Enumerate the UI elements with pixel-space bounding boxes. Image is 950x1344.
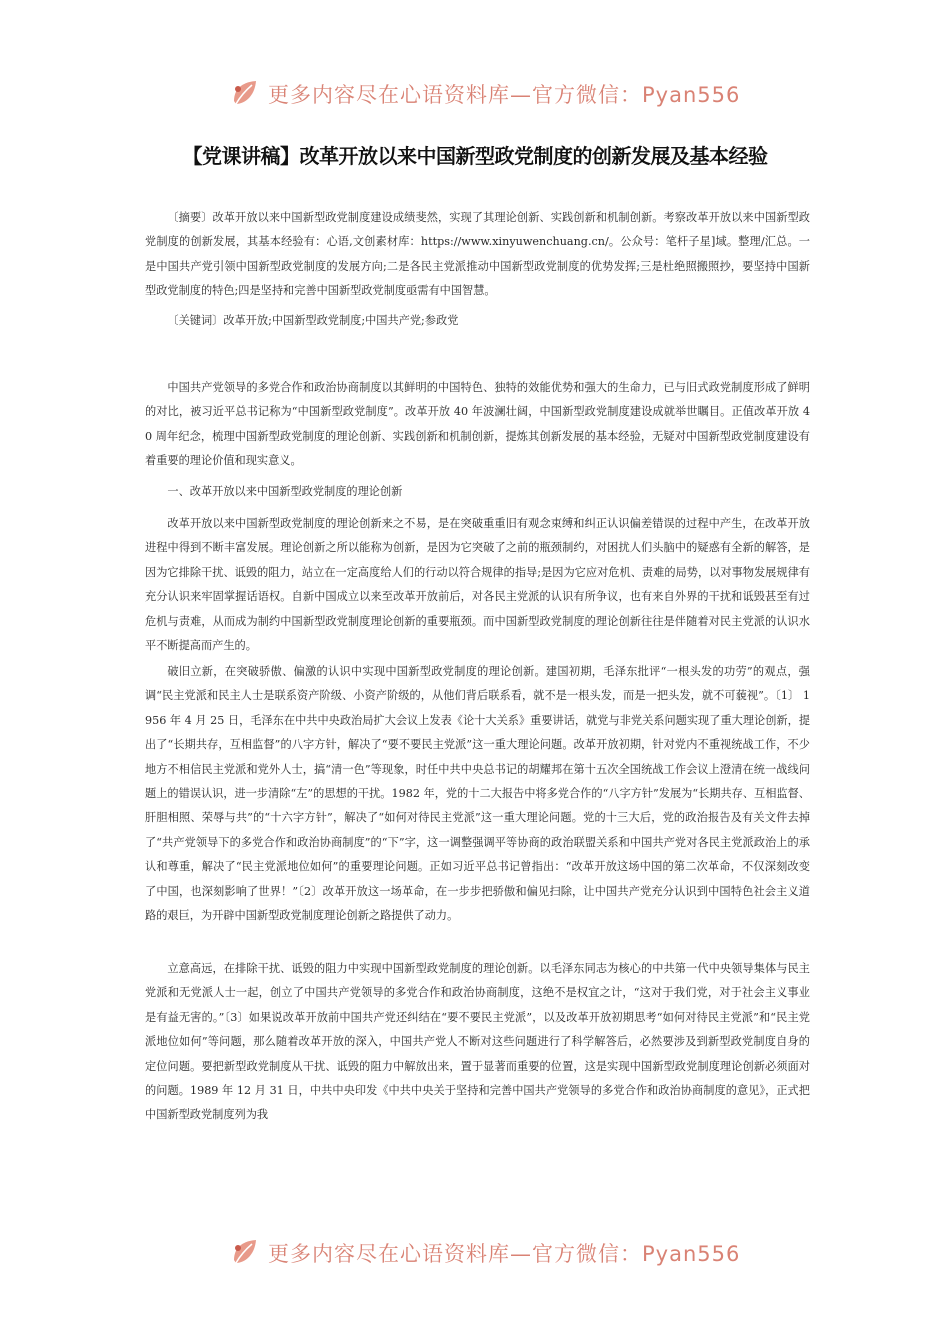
watermark-text: 更多内容尽在心语资料库—官方微信：Pyan556 xyxy=(268,1242,741,1266)
body-paragraph-3: 立意高远，在排除干扰、诋毁的阻力中实现中国新型政党制度的理论创新。以毛泽东同志为核心的中共第一代中央领导集体与民主党派和无党派人士一起，创立了中国共产党领导的多党合作和政治协商制度，这绝不是权宜之计，“这对于我们党，对于社会主义事业是有益无害的。”〔3〕如果说改革开放前中国共产党还纠结在“要不要民主党派”，以及改革开放初期思考“如何对待民主党派”和“民主党派地位如何”等问题，那么随着改革开放的深入，中国共产党人不断对这些问题进行了科学解答后，必然要涉及到新型政党制度自身的定位问题。要把新型政党制度从干扰、诋毁的阻力中解放出来，置于显著而重要的位置，这是实现中国新型政党制度理论创新必须面对的问题。1989 年 12 月 31 日，中共中央印发《中共中央关于坚持和完善中国共产党领导的多党合作和政治协商制度的意见》，正式把中国新型政党制度列为我 xyxy=(145,962,810,1122)
section-heading: 一、改革开放以来中国新型政党制度的理论创新 xyxy=(167,485,403,498)
leaf-logo-icon xyxy=(228,77,262,111)
watermark-banner-bottom xyxy=(228,1236,740,1270)
body-paragraph-1: 改革开放以来中国新型政党制度的理论创新来之不易，是在突破重重旧有观念束缚和纠正认识偏差错误的过程中产生，在改革开放进程中得到不断丰富发展。理论创新之所以能称为创新，是因为它突破了之前的瓶颈制约，对困扰人们头脑中的疑惑有全新的解答，是因为它排除干扰、诋毁的阻力，站立在一定高度给人们的行动以符合规律的指导;是因为它应对危机、责难的局势，以对事物发展规律有充分认识来牢固掌握话语权。自新中国成立以来至改革开放前后，对各民主党派的认识有所争议，也有来自外界的干扰和诋毁甚至有过危机与责难，从而成为制约中国新型政党制度理论创新的重要瓶颈。而中国新型政党制度的理论创新往往是伴随着对民主党派的认识水平不断提高而产生的。 xyxy=(145,517,810,653)
intro-paragraph: 中国共产党领导的多党合作和政治协商制度以其鲜明的中国特色、独特的效能优势和强大的生命力，已与旧式政党制度形成了鲜明的对比，被习近平总书记称为“中国新型政党制度”。改革开放 40 年波澜壮阔，中国新型政党制度建设成就举世瞩目。正值改革开放 40 周年纪念，梳理中国新型政党制度的理论创新、实践创新和机制创新，提炼其创新发展的基本经验，无疑对中国新型政党制度建设有着重要的理论价值和现实意义。 xyxy=(145,381,810,468)
keywords-paragraph: 〔关键词〕改革开放;中国新型政党制度;中国共产党;参政党 xyxy=(167,314,459,327)
watermark-banner-top xyxy=(228,77,740,111)
body-paragraph-2: 破旧立新，在突破骄傲、偏激的认识中实现中国新型政党制度的理论创新。建国初期，毛泽东批评“一根头发的功劳”的观点，强调“民主党派和民主人士是联系资产阶级、小资产阶级的，从他们背后联系看，就不是一根头发，而是一把头发，就不可藐视”。〔1〕 1956 年 4 月 25 日，毛泽东在中共中央政治局扩大会议上发表《论十大关系》重要讲话，就党与非党关系问题实现了重大理论创新，提出了“长期共存，互相监督”的八字方针，解决了“要不要民主党派”这一重大理论问题。改革开放初期，针对党内不重视统战工作，不少地方不相信民主党派和党外人士，搞“清一色”等现象，时任中共中央总书记的胡耀邦在第十五次全国统战工作会议上澄清在统一战线问题上的错误认识，进一步清除“左”的思想的干扰。1982 年，党的十二大报告中将多党合作的“八字方针”发展为“长期共存、互相监督、肝胆相照、荣辱与共”的“十六字方针”，解决了“如何对待民主党派”这一重大理论问题。党的十三大后，党的政治报告及有关文件去掉了“共产党领导下的多党合作和政治协商制度”的“下”字，这一调整强调平等协商的政治联盟关系和中国共产党对各民主党派政治上的承认和尊重，解决了“民主党派地位如何”的重要理论问题。正如习近平总书记曾指出：“改革开放这场中国的第二次革命，不仅深刻改变了中国，也深刻影响了世界！”〔2〕改革开放这一场革命，在一步步把骄傲和偏见扫除，让中国共产党充分认识到中国特色社会主义道路的艰巨，为开辟中国新型政党制度理论创新之路提供了动力。 xyxy=(145,665,810,923)
watermark-text: 更多内容尽在心语资料库—官方微信：Pyan556 xyxy=(268,83,741,107)
abstract-paragraph: 〔摘要〕改革开放以来中国新型政党制度建设成绩斐然，实现了其理论创新、实践创新和机制创新。考察改革开放以来中国新型政党制度的创新发展，其基本经验有：心语,文创素材库：https://www.xinyuwenchuang.cn/。公众号：笔杆子星]域。整理/汇总。一是中国共产党引领中国新型政党制度的发展方向;二是各民主党派推动中国新型政党制度的优势发挥;三是杜绝照搬照抄，要坚持中国新型政党制度的特色;四是坚持和完善中国新型政党制度亟需有中国智慧。 xyxy=(145,211,810,298)
leaf-logo-icon xyxy=(228,1236,262,1270)
document-title: 【党课讲稿】改革开放以来中国新型政党制度的创新发展及基本经验 xyxy=(182,144,768,168)
